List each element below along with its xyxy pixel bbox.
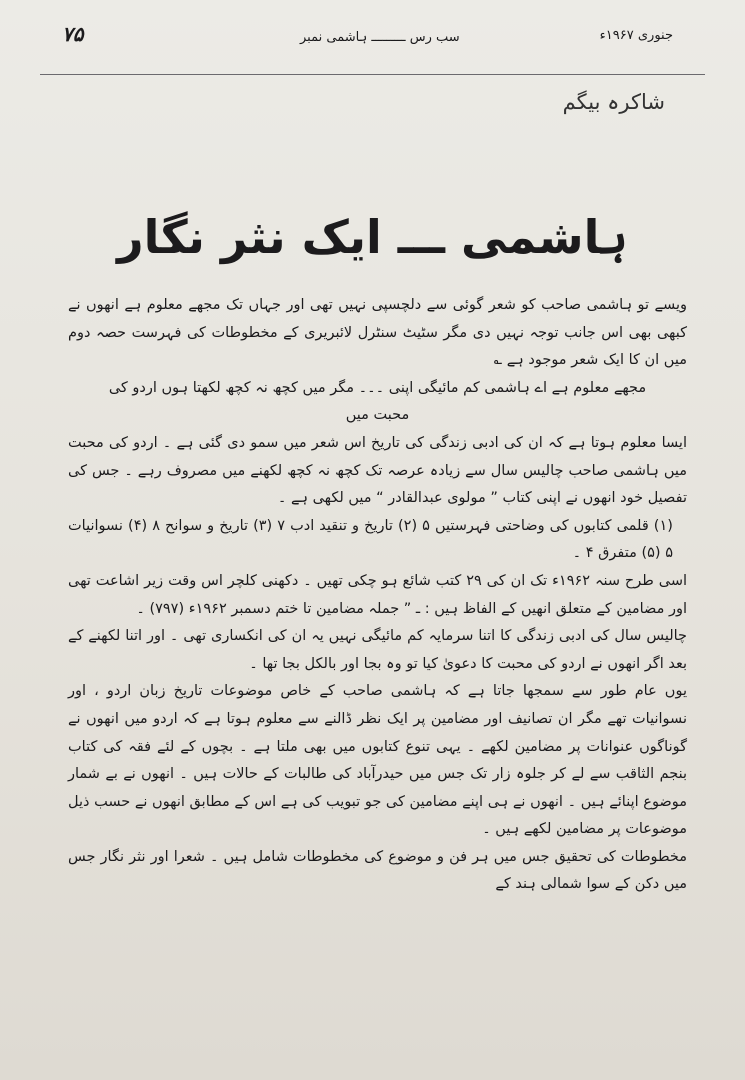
- paragraph: مخطوطات کی تحقیق جس میں ہر فن و موضوع کی مخطوطات شامل ہیں ۔ شعرا اور نثر نگار جس میں دکن کے سوا شمالی ہند کے: [68, 848, 687, 893]
- header-rule: [40, 74, 705, 75]
- page-number: ۷۵: [62, 22, 84, 46]
- paragraph: چالیس سال کی ادبی زندگی کا اتنا سرمایہ کم مائیگی نہیں یہ ان کی انکساری تھی ۔ اور اتنا لکھنے کے بعد اگر انھوں نے اردو کی محبت کا دعویٰ کیا تو وہ بجا اور بالکل بجا تھا ۔: [68, 628, 687, 672]
- magazine-title: سب رس ـــــــــ ہاشمی نمبر: [300, 30, 460, 45]
- paragraph: ایسا معلوم ہوتا ہے کہ ان کی ادبی زندگی کی تاریخ اس شعر میں سمو دی گئی ہے ۔ اردو کی محبت میں ہاشمی صاحب چالیس سال سے زیادہ عرصہ تک کچھ نہ کچھ لکھنے میں مصروف رہے ۔ جس کی تفصیل خود انھوں نے اپنی کتاب ” مولوی عبدالقادر “ میں لکھی ہے ۔: [68, 434, 687, 507]
- author-name: شاکرہ بیگم: [562, 90, 665, 114]
- paragraph: یوں عام طور سے سمجھا جاتا ہے کہ ہاشمی صاحب کے خاص موضوعات تاریخ زبان اردو ، اور نسوانیات تھے مگر ان تصانیف اور مضامین پر ایک نظر ڈالنے سے معلوم ہوتا ہے کہ اردو میں انھوں نے گوناگوں عنوانات پر مضامین لکھے ۔ یہی تنوع کتابوں میں بھی ملتا ہے ۔ بچوں کے لئے فقہ کی کتاب بنجم الثاقب سے لے کر جلوہ زار تک جس میں حیدرآباد کی طالبات کے حالات ہیں ۔ انھوں نے بے شمار موضوع اپنائے ہیں ۔ انھوں نے ہی اپنے مضامین کی جو تبویب کی ہے اس کے مطابق انھوں نے حسب ذیل موضوعات پر مضامین لکھے ہیں ۔: [68, 683, 687, 838]
- article-title: ہاشمی ـــ ایک نثر نگار: [117, 210, 628, 264]
- article-body: [68, 292, 687, 899]
- paragraph: ویسے تو ہاشمی صاحب کو شعر گوئی سے دلچسپی نہیں تھی اور جہاں تک مجھے معلوم ہے انھوں نے کبھی بھی اس جانب توجہ نہیں دی مگر سٹیٹ سنٹرل لائبریری کے مخطوطات کی فہرست حصہ دوم میں ان کا ایک شعر موجود ہے ؎: [68, 297, 687, 369]
- verse: مجھے معلوم ہے اے ہاشمی کم مائیگی اپنی ۔۔۔ مگر میں کچھ نہ کچھ لکھتا ہوں اردو کی محبت میں: [108, 379, 647, 424]
- paragraph: اسی طرح سنہ ۱۹۶۲ء تک ان کی ۲۹ کتب شائع ہو چکی تھیں ۔ دکھنی کلچر اس وقت زیر اشاعت تھی اور مضامین کے متعلق انھیں کے الفاظ ہیں : ـ ” جملہ مضامین تا ختم دسمبر ۱۹۶۲ء (۷۹۷) ۔: [68, 572, 688, 617]
- page-header: [0, 22, 745, 62]
- issue-date: جنوری ۱۹۶۷ء: [599, 28, 673, 43]
- book-categories-list: (۱) قلمی کتابوں کی وضاحتی فہرستیں ۵ (۲) تاریخ و تنقید ادب ۷ (۳) تاریخ و سوانح ۸ (۴) نسوانیات ۵ (۵) متفرق ۴ ۔: [68, 517, 673, 562]
